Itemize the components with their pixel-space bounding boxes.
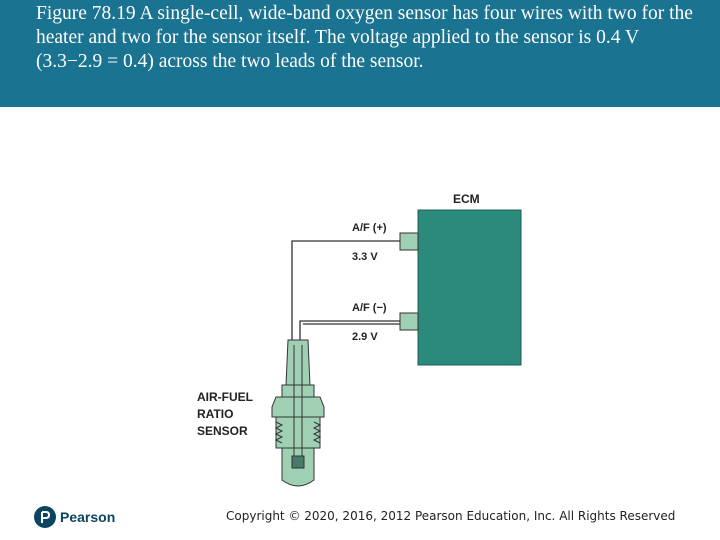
sensor-label-line2: RATIO (197, 407, 234, 421)
pearson-logo (34, 505, 115, 529)
ecm-label: ECM (453, 192, 480, 206)
af-plus-voltage: 3.3 V (352, 251, 378, 263)
air-fuel-ratio-sensor (272, 340, 324, 486)
ecm-box (418, 210, 521, 365)
af-minus-label: A/F (−) (352, 302, 387, 314)
terminal-af-minus (400, 313, 418, 330)
oxygen-sensor-diagram (190, 180, 530, 500)
af-plus-label: A/F (+) (352, 222, 387, 234)
figure-caption: Figure 78.19 A single-cell, wide-band oxygen sensor has four wires with two for the heater and two for the sensor itself. The voltage applied to the sensor is 0.4 V (3.3−2.9 = 0.4) across the two leads of the sensor. (36, 3, 693, 72)
sensor-label-line1: AIR-FUEL (197, 390, 253, 404)
af-minus-voltage: 2.9 V (352, 331, 378, 343)
logo-text: Pearson (60, 509, 116, 525)
wire-af-plus (292, 241, 400, 340)
terminal-af-plus (400, 233, 418, 250)
copyright-text: Copyright © 2020, 2016, 2012 Pearson Education, Inc. All Rights Reserved (226, 509, 676, 523)
title-banner (0, 0, 720, 107)
sensor-label-line3: SENSOR (197, 424, 248, 438)
pearson-p-icon (34, 506, 56, 528)
